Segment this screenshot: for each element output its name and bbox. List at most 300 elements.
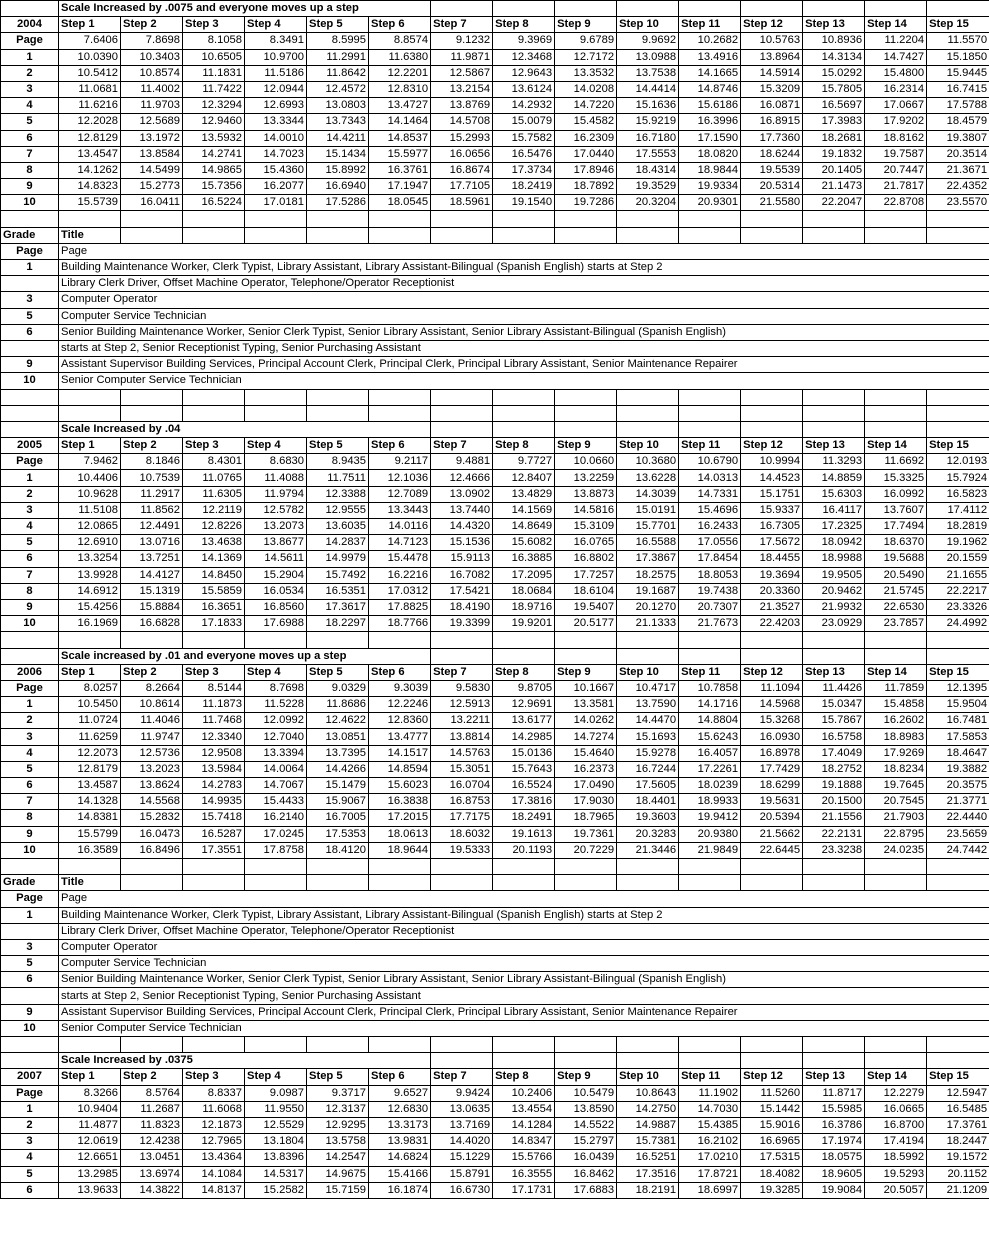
rate-cell[interactable]: 17.3516 (617, 1166, 679, 1182)
rate-cell[interactable]: 18.2681 (803, 130, 865, 146)
step-header[interactable]: Step 9 (555, 438, 617, 454)
empty-cell[interactable] (493, 405, 555, 421)
rate-cell[interactable]: 19.5631 (741, 794, 803, 810)
empty-cell[interactable] (307, 1037, 369, 1053)
step-header[interactable]: Step 13 (803, 664, 865, 680)
empty-cell[interactable] (183, 1037, 245, 1053)
grade-label[interactable]: 10 (1, 195, 59, 211)
rate-cell[interactable]: 16.5251 (617, 1150, 679, 1166)
job-title-text[interactable]: Page (59, 891, 989, 907)
step-header[interactable]: Step 1 (59, 664, 121, 680)
rate-cell[interactable]: 19.5333 (431, 842, 493, 858)
empty-cell[interactable] (307, 632, 369, 648)
rate-cell[interactable]: 14.1328 (59, 794, 121, 810)
empty-cell[interactable] (493, 1053, 555, 1069)
rate-cell[interactable]: 15.0191 (617, 502, 679, 518)
rate-cell[interactable]: 14.4211 (307, 130, 369, 146)
rate-cell[interactable]: 14.3134 (803, 49, 865, 65)
empty-cell[interactable] (741, 632, 803, 648)
rate-cell[interactable]: 15.7159 (307, 1182, 369, 1198)
rate-cell[interactable]: 17.8758 (245, 842, 307, 858)
empty-cell[interactable] (245, 1037, 307, 1053)
step-header[interactable]: Step 3 (183, 1069, 245, 1085)
rate-cell[interactable]: 8.9435 (307, 454, 369, 470)
rate-cell[interactable]: 15.1434 (307, 146, 369, 162)
rate-cell[interactable]: 17.0210 (679, 1150, 741, 1166)
rate-cell[interactable]: 12.7040 (245, 729, 307, 745)
scale-caption[interactable]: Scale Increased by .04 (59, 421, 431, 437)
rate-cell[interactable]: 13.7169 (431, 1117, 493, 1133)
rate-cell[interactable]: 18.4190 (431, 599, 493, 615)
rate-cell[interactable]: 9.9692 (617, 33, 679, 49)
grade-column-header[interactable]: Grade (1, 875, 59, 891)
empty-cell[interactable] (59, 858, 121, 874)
grade-label[interactable]: 4 (1, 1150, 59, 1166)
rate-cell[interactable]: 15.8884 (121, 599, 183, 615)
empty-cell[interactable] (617, 875, 679, 891)
empty-cell[interactable] (927, 389, 989, 405)
rate-cell[interactable]: 16.0665 (865, 1101, 927, 1117)
rate-cell[interactable]: 13.4777 (369, 729, 431, 745)
rate-cell[interactable]: 14.1284 (493, 1117, 555, 1133)
grade-label[interactable]: 1 (1, 49, 59, 65)
job-title-text[interactable]: starts at Step 2, Senior Receptionist Typing, Senior Purchasing Assistant (59, 988, 989, 1004)
title-grade-label[interactable]: 3 (1, 939, 59, 955)
empty-cell[interactable] (803, 389, 865, 405)
grade-label[interactable]: 4 (1, 745, 59, 761)
rate-cell[interactable]: 16.2216 (369, 567, 431, 583)
rate-cell[interactable]: 13.7395 (307, 745, 369, 761)
rate-cell[interactable]: 16.5758 (803, 729, 865, 745)
grade-label[interactable]: 1 (1, 1101, 59, 1117)
rate-cell[interactable]: 16.5287 (183, 826, 245, 842)
rate-cell[interactable]: 11.1094 (741, 680, 803, 696)
rate-cell[interactable]: 12.5913 (431, 697, 493, 713)
rate-cell[interactable]: 13.3344 (245, 114, 307, 130)
rate-cell[interactable]: 15.7701 (617, 519, 679, 535)
rate-cell[interactable]: 18.8983 (865, 729, 927, 745)
empty-cell[interactable] (183, 405, 245, 421)
rate-cell[interactable]: 9.6527 (369, 1085, 431, 1101)
rate-cell[interactable]: 16.0534 (245, 583, 307, 599)
rate-cell[interactable]: 20.1405 (803, 162, 865, 178)
rate-cell[interactable]: 18.4401 (617, 794, 679, 810)
rate-cell[interactable]: 12.6830 (369, 1101, 431, 1117)
rate-cell[interactable]: 21.1333 (617, 616, 679, 632)
grade-column-header[interactable]: Grade (1, 227, 59, 243)
title-grade-label[interactable]: Page (1, 243, 59, 259)
grade-label[interactable]: 8 (1, 583, 59, 599)
grade-label[interactable]: 3 (1, 502, 59, 518)
rate-cell[interactable]: 11.7422 (183, 81, 245, 97)
rate-cell[interactable]: 14.5914 (741, 65, 803, 81)
step-header[interactable]: Step 13 (803, 17, 865, 33)
rate-cell[interactable]: 13.7440 (431, 502, 493, 518)
year-cell[interactable]: 2006 (1, 664, 59, 680)
empty-cell[interactable] (555, 389, 617, 405)
rate-cell[interactable]: 22.8708 (865, 195, 927, 211)
rate-cell[interactable]: 15.5799 (59, 826, 121, 842)
rate-cell[interactable]: 13.7607 (865, 502, 927, 518)
rate-cell[interactable]: 12.2201 (369, 65, 431, 81)
rate-cell[interactable]: 18.4647 (927, 745, 989, 761)
rate-cell[interactable]: 12.5947 (927, 1085, 989, 1101)
empty-cell[interactable] (803, 648, 865, 664)
rate-cell[interactable]: 12.2073 (59, 745, 121, 761)
step-header[interactable]: Step 2 (121, 17, 183, 33)
rate-cell[interactable]: 12.8179 (59, 761, 121, 777)
rate-cell[interactable]: 12.1873 (183, 1117, 245, 1133)
rate-cell[interactable]: 21.1655 (927, 567, 989, 583)
rate-cell[interactable]: 13.5758 (307, 1134, 369, 1150)
rate-cell[interactable]: 14.5317 (245, 1166, 307, 1182)
rate-cell[interactable]: 19.5407 (555, 599, 617, 615)
rate-cell[interactable]: 13.6228 (617, 470, 679, 486)
rate-cell[interactable]: 23.5659 (927, 826, 989, 842)
job-title-text[interactable]: Library Clerk Driver, Offset Machine Operator, Telephone/Operator Receptionist (59, 923, 989, 939)
rate-cell[interactable]: 16.0871 (741, 98, 803, 114)
rate-cell[interactable]: 17.9202 (865, 114, 927, 130)
empty-cell[interactable] (927, 858, 989, 874)
step-header[interactable]: Step 12 (741, 17, 803, 33)
empty-cell[interactable] (121, 211, 183, 227)
rate-cell[interactable]: 18.9605 (803, 1166, 865, 1182)
rate-cell[interactable]: 15.5739 (59, 195, 121, 211)
rate-cell[interactable]: 14.5611 (245, 551, 307, 567)
rate-cell[interactable]: 11.6692 (865, 454, 927, 470)
step-header[interactable]: Step 6 (369, 664, 431, 680)
job-title-text[interactable]: Building Maintenance Worker, Clerk Typist, Library Assistant, Library Assistant-Bilingual (Spanish English) starts at Step 2 (59, 907, 989, 923)
rate-cell[interactable]: 12.3388 (307, 486, 369, 502)
rate-cell[interactable]: 19.9334 (679, 179, 741, 195)
rate-cell[interactable]: 9.0329 (307, 680, 369, 696)
rate-cell[interactable]: 15.9067 (307, 794, 369, 810)
empty-cell[interactable] (555, 227, 617, 243)
rate-cell[interactable]: 14.6824 (369, 1150, 431, 1166)
rate-cell[interactable]: 14.5499 (121, 162, 183, 178)
rate-cell[interactable]: 22.2131 (803, 826, 865, 842)
rate-cell[interactable]: 8.3266 (59, 1085, 121, 1101)
rate-cell[interactable]: 16.8753 (431, 794, 493, 810)
grade-label[interactable]: Page (1, 454, 59, 470)
rate-cell[interactable]: 15.3325 (865, 470, 927, 486)
step-header[interactable]: Step 12 (741, 664, 803, 680)
step-header[interactable]: Step 7 (431, 664, 493, 680)
rate-cell[interactable]: 14.2741 (183, 146, 245, 162)
rate-cell[interactable]: 10.8936 (803, 33, 865, 49)
rate-cell[interactable]: 11.1902 (679, 1085, 741, 1101)
rate-cell[interactable]: 16.2077 (245, 179, 307, 195)
rate-cell[interactable]: 18.8234 (865, 761, 927, 777)
rate-cell[interactable]: 12.8360 (369, 713, 431, 729)
rate-cell[interactable]: 15.9337 (741, 502, 803, 518)
step-header[interactable]: Step 3 (183, 664, 245, 680)
rate-cell[interactable]: 15.0136 (493, 745, 555, 761)
empty-cell[interactable] (183, 858, 245, 874)
rate-cell[interactable]: 14.1464 (369, 114, 431, 130)
rate-cell[interactable]: 11.1873 (183, 697, 245, 713)
rate-cell[interactable]: 18.4455 (741, 551, 803, 567)
step-header[interactable]: Step 15 (927, 17, 989, 33)
empty-cell[interactable] (493, 648, 555, 664)
rate-cell[interactable]: 16.6965 (741, 1134, 803, 1150)
rate-cell[interactable]: 18.2491 (493, 810, 555, 826)
empty-cell[interactable] (865, 389, 927, 405)
rate-cell[interactable]: 19.1540 (493, 195, 555, 211)
rate-cell[interactable]: 19.1962 (927, 535, 989, 551)
empty-cell[interactable] (741, 1053, 803, 1069)
step-header[interactable]: Step 15 (927, 438, 989, 454)
rate-cell[interactable]: 14.8347 (493, 1134, 555, 1150)
rate-cell[interactable]: 19.3603 (617, 810, 679, 826)
rate-cell[interactable]: 14.4266 (307, 761, 369, 777)
empty-cell[interactable] (59, 405, 121, 421)
rate-cell[interactable]: 17.0556 (679, 535, 741, 551)
rate-cell[interactable]: 14.1084 (183, 1166, 245, 1182)
rate-cell[interactable]: 14.2750 (617, 1101, 679, 1117)
step-header[interactable]: Step 15 (927, 1069, 989, 1085)
rate-cell[interactable]: 14.7427 (865, 49, 927, 65)
rate-cell[interactable]: 21.7817 (865, 179, 927, 195)
rate-cell[interactable]: 19.5688 (865, 551, 927, 567)
empty-cell[interactable] (1, 421, 59, 437)
empty-cell[interactable] (555, 211, 617, 227)
rate-cell[interactable]: 12.6651 (59, 1150, 121, 1166)
rate-cell[interactable]: 14.9865 (183, 162, 245, 178)
rate-cell[interactable]: 15.1229 (431, 1150, 493, 1166)
rate-cell[interactable]: 17.3734 (493, 162, 555, 178)
rate-cell[interactable]: 14.1665 (679, 65, 741, 81)
rate-cell[interactable]: 22.2217 (927, 583, 989, 599)
grade-label[interactable]: 5 (1, 535, 59, 551)
rate-cell[interactable]: 15.6082 (493, 535, 555, 551)
rate-cell[interactable]: 17.8825 (369, 599, 431, 615)
rate-cell[interactable]: 18.8053 (679, 567, 741, 583)
rate-cell[interactable]: 11.9550 (245, 1101, 307, 1117)
empty-cell[interactable] (431, 211, 493, 227)
empty-cell[interactable] (803, 421, 865, 437)
rate-cell[interactable]: 13.8624 (121, 778, 183, 794)
empty-cell[interactable] (555, 875, 617, 891)
title-grade-label[interactable]: 3 (1, 292, 59, 308)
title-grade-label[interactable]: 5 (1, 956, 59, 972)
rate-cell[interactable]: 15.7356 (183, 179, 245, 195)
rate-cell[interactable]: 22.6530 (865, 599, 927, 615)
empty-cell[interactable] (59, 1037, 121, 1053)
empty-cell[interactable] (431, 227, 493, 243)
empty-cell[interactable] (679, 632, 741, 648)
rate-cell[interactable]: 13.8584 (121, 146, 183, 162)
rate-cell[interactable]: 17.8946 (555, 162, 617, 178)
rate-cell[interactable]: 20.1193 (493, 842, 555, 858)
step-header[interactable]: Step 9 (555, 1069, 617, 1085)
empty-cell[interactable] (121, 858, 183, 874)
rate-cell[interactable]: 20.3283 (617, 826, 679, 842)
rate-cell[interactable]: 15.2993 (431, 130, 493, 146)
rate-cell[interactable]: 14.8537 (369, 130, 431, 146)
empty-cell[interactable] (369, 211, 431, 227)
grade-label[interactable]: 9 (1, 599, 59, 615)
empty-cell[interactable] (617, 648, 679, 664)
empty-cell[interactable] (121, 632, 183, 648)
rate-cell[interactable]: 16.0930 (741, 729, 803, 745)
rate-cell[interactable]: 21.5662 (741, 826, 803, 842)
grade-label[interactable]: Page (1, 1085, 59, 1101)
rate-cell[interactable]: 14.5522 (555, 1117, 617, 1133)
rate-cell[interactable]: 17.5605 (617, 778, 679, 794)
rate-cell[interactable]: 14.8649 (493, 519, 555, 535)
rate-cell[interactable]: 20.1152 (927, 1166, 989, 1182)
rate-cell[interactable]: 15.6186 (679, 98, 741, 114)
rate-cell[interactable]: 11.8642 (307, 65, 369, 81)
rate-cell[interactable]: 24.4992 (927, 616, 989, 632)
scale-caption[interactable]: Scale Increased by .0375 (59, 1053, 431, 1069)
empty-cell[interactable] (369, 632, 431, 648)
step-header[interactable]: Step 8 (493, 1069, 555, 1085)
step-header[interactable]: Step 5 (307, 664, 369, 680)
rate-cell[interactable]: 12.2279 (865, 1085, 927, 1101)
rate-cell[interactable]: 17.7175 (431, 810, 493, 826)
rate-cell[interactable]: 13.9633 (59, 1182, 121, 1198)
rate-cell[interactable]: 11.5570 (927, 33, 989, 49)
rate-cell[interactable]: 12.4666 (431, 470, 493, 486)
rate-cell[interactable]: 10.6790 (679, 454, 741, 470)
rate-cell[interactable]: 18.2575 (617, 567, 679, 583)
rate-cell[interactable]: 13.0716 (121, 535, 183, 551)
rate-cell[interactable]: 19.9412 (679, 810, 741, 826)
grade-label[interactable]: 1 (1, 697, 59, 713)
rate-cell[interactable]: 15.1693 (617, 729, 679, 745)
empty-cell[interactable] (183, 211, 245, 227)
rate-cell[interactable]: 10.8643 (617, 1085, 679, 1101)
rate-cell[interactable]: 8.2664 (121, 680, 183, 696)
rate-cell[interactable]: 21.3671 (927, 162, 989, 178)
rate-cell[interactable]: 16.0656 (431, 146, 493, 162)
rate-cell[interactable]: 14.4470 (617, 713, 679, 729)
rate-cell[interactable]: 16.0411 (121, 195, 183, 211)
step-header[interactable]: Step 1 (59, 17, 121, 33)
empty-cell[interactable] (369, 858, 431, 874)
empty-cell[interactable] (245, 389, 307, 405)
empty-cell[interactable] (431, 632, 493, 648)
rate-cell[interactable]: 16.5588 (617, 535, 679, 551)
rate-cell[interactable]: 14.9935 (183, 794, 245, 810)
scale-caption[interactable]: Scale increased by .01 and everyone moves up a step (59, 648, 431, 664)
rate-cell[interactable]: 13.5932 (183, 130, 245, 146)
empty-cell[interactable] (865, 858, 927, 874)
rate-cell[interactable]: 16.2314 (865, 81, 927, 97)
rate-cell[interactable]: 14.3822 (121, 1182, 183, 1198)
grade-label[interactable]: Page (1, 33, 59, 49)
rate-cell[interactable]: 14.1262 (59, 162, 121, 178)
rate-cell[interactable]: 14.4414 (617, 81, 679, 97)
rate-cell[interactable]: 11.4046 (121, 713, 183, 729)
rate-cell[interactable]: 12.3137 (307, 1101, 369, 1117)
empty-cell[interactable] (741, 648, 803, 664)
rate-cell[interactable]: 12.7172 (555, 49, 617, 65)
rate-cell[interactable]: 14.8594 (369, 761, 431, 777)
rate-cell[interactable]: 18.5992 (865, 1150, 927, 1166)
rate-cell[interactable]: 14.8323 (59, 179, 121, 195)
empty-cell[interactable] (617, 1, 679, 17)
rate-cell[interactable]: 13.6177 (493, 713, 555, 729)
rate-cell[interactable]: 15.2904 (245, 567, 307, 583)
grade-label[interactable]: 2 (1, 486, 59, 502)
empty-cell[interactable] (59, 211, 121, 227)
step-header[interactable]: Step 2 (121, 1069, 183, 1085)
empty-cell[interactable] (1, 858, 59, 874)
rate-cell[interactable]: 14.9979 (307, 551, 369, 567)
rate-cell[interactable]: 15.4166 (369, 1166, 431, 1182)
rate-cell[interactable]: 10.9628 (59, 486, 121, 502)
rate-cell[interactable]: 12.2119 (183, 502, 245, 518)
rate-cell[interactable]: 21.9932 (803, 599, 865, 615)
rate-cell[interactable]: 14.2837 (307, 535, 369, 551)
rate-cell[interactable]: 11.3293 (803, 454, 865, 470)
step-header[interactable]: Step 4 (245, 1069, 307, 1085)
step-header[interactable]: Step 1 (59, 1069, 121, 1085)
rate-cell[interactable]: 16.8496 (121, 842, 183, 858)
rate-cell[interactable]: 17.2325 (803, 519, 865, 535)
job-title-text[interactable]: Assistant Supervisor Building Services, Principal Account Clerk, Principal Clerk, Principal Library Assistant, Senior Maintenance Repairer (59, 1004, 989, 1020)
rate-cell[interactable]: 12.1036 (369, 470, 431, 486)
rate-cell[interactable]: 14.8137 (183, 1182, 245, 1198)
rate-cell[interactable]: 13.3532 (555, 65, 617, 81)
empty-cell[interactable] (679, 389, 741, 405)
rate-cell[interactable]: 18.2447 (927, 1134, 989, 1150)
rate-cell[interactable]: 18.4579 (927, 114, 989, 130)
empty-cell[interactable] (307, 389, 369, 405)
rate-cell[interactable]: 10.4406 (59, 470, 121, 486)
rate-cell[interactable]: 8.4301 (183, 454, 245, 470)
rate-cell[interactable]: 16.8915 (741, 114, 803, 130)
rate-cell[interactable]: 13.3254 (59, 551, 121, 567)
empty-cell[interactable] (121, 227, 183, 243)
job-title-text[interactable]: Computer Service Technician (59, 956, 989, 972)
rate-cell[interactable]: 12.6910 (59, 535, 121, 551)
rate-cell[interactable]: 8.8574 (369, 33, 431, 49)
rate-cell[interactable]: 12.7965 (183, 1134, 245, 1150)
rate-cell[interactable]: 17.6883 (555, 1182, 617, 1198)
rate-cell[interactable]: 10.5412 (59, 65, 121, 81)
year-cell[interactable]: 2004 (1, 17, 59, 33)
rate-cell[interactable]: 15.6303 (803, 486, 865, 502)
rate-cell[interactable]: 16.0992 (865, 486, 927, 502)
rate-cell[interactable]: 10.0660 (555, 454, 617, 470)
rate-cell[interactable]: 12.4572 (307, 81, 369, 97)
rate-cell[interactable]: 21.5580 (741, 195, 803, 211)
rate-cell[interactable]: 13.7590 (617, 697, 679, 713)
rate-cell[interactable]: 15.0292 (803, 65, 865, 81)
empty-cell[interactable] (617, 1053, 679, 1069)
rate-cell[interactable]: 19.5539 (741, 162, 803, 178)
rate-cell[interactable]: 18.4082 (741, 1166, 803, 1182)
rate-cell[interactable]: 15.4385 (679, 1117, 741, 1133)
rate-cell[interactable]: 14.5708 (431, 114, 493, 130)
rate-cell[interactable]: 8.5144 (183, 680, 245, 696)
rate-cell[interactable]: 16.2373 (555, 761, 617, 777)
step-header[interactable]: Step 4 (245, 664, 307, 680)
rate-cell[interactable]: 10.2406 (493, 1085, 555, 1101)
rate-cell[interactable]: 16.8802 (555, 551, 617, 567)
rate-cell[interactable]: 16.1874 (369, 1182, 431, 1198)
rate-cell[interactable]: 21.3771 (927, 794, 989, 810)
empty-cell[interactable] (307, 211, 369, 227)
rate-cell[interactable]: 11.8686 (307, 697, 369, 713)
rate-cell[interactable]: 13.1972 (121, 130, 183, 146)
rate-cell[interactable]: 20.5314 (741, 179, 803, 195)
rate-cell[interactable]: 17.1590 (679, 130, 741, 146)
